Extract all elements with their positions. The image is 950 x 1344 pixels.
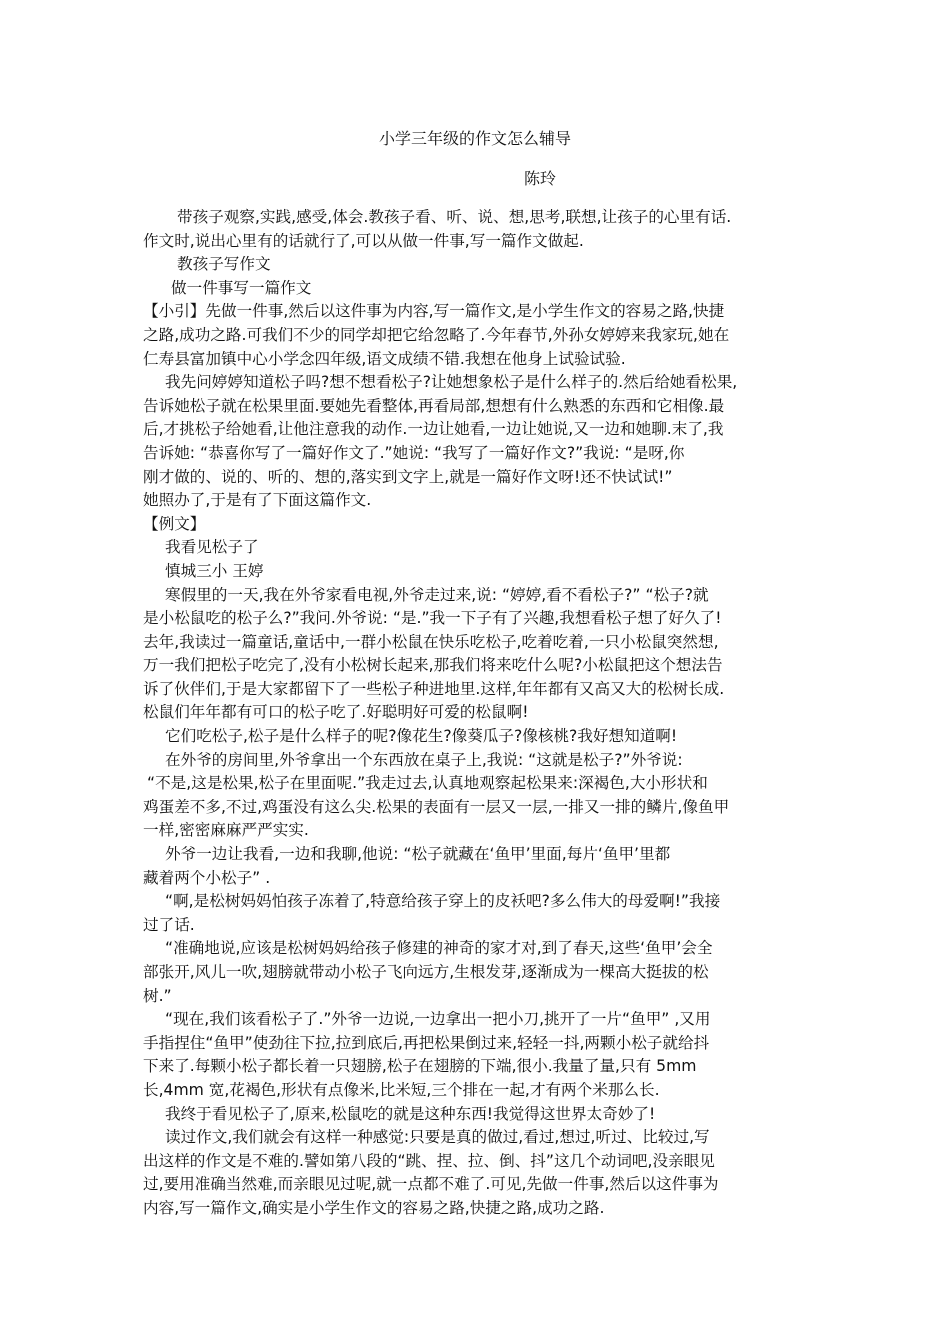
- text-line: 后,才挑松子给她看,让他注意我的动作.一边让她看,一边让她说,又一边和她聊.末了,我: [143, 420, 724, 439]
- text-line: 去年,我读过一篇童话,童话中,一群小松鼠在快乐吃松子,吃着吃着,一只小松鼠突然想,: [143, 632, 719, 651]
- text-line: 过了话.: [143, 915, 195, 934]
- text-line: 是小松鼠吃的松子么?”我问.外爷说: “是.”我一下子有了兴趣,我想看松子想了好久了!: [143, 609, 722, 628]
- text-line: 之路,成功之路.可我们不少的同学却把它给忽略了.今年春节,外孙女婷婷来我家玩,她在: [143, 325, 730, 344]
- text-line: 教孩子写作文: [177, 255, 271, 274]
- text-line: 在外爷的房间里,外爷拿出一个东西放在桌子上,我说: “这就是松子?”外爷说:: [165, 750, 683, 769]
- text-line: 出这样的作文是不难的.譬如第八段的“跳、捏、拉、倒、抖”这几个动词吧,没亲眼见: [143, 1151, 715, 1170]
- text-line: 万一我们把松子吃完了,没有小松树长起来,那我们将来吃什么呢?小松鼠把这个想法告: [143, 656, 723, 675]
- text-line: 过,要用准确当然难,而亲眼见过呢,就一点都不难了.可见,先做一件事,然后以这件事为: [143, 1175, 719, 1194]
- text-line: 手指捏住“鱼甲”使劲往下拉,拉到底后,再把松果倒过来,轻轻一抖,两颗小松子就给抖: [143, 1033, 710, 1052]
- text-line: 刚才做的、说的、听的、想的,落实到文字上,就是一篇好作文呀!还不快试试!”: [143, 467, 673, 486]
- text-line: 诉了伙伴们,于是大家都留下了一些松子种进地里.这样,年年都有又高又大的松树长成.: [143, 679, 725, 698]
- text-line: “不是,这是松果,松子在里面呢.”我走过去,认真地观察起松果来:深褐色,大小形状和: [147, 774, 708, 793]
- text-line: 我终于看见松子了,原来,松鼠吃的就是这种东西!我觉得这世界太奇妙了!: [165, 1104, 656, 1123]
- text-line: “啊,是松树妈妈怕孩子冻着了,特意给孩子穿上的皮袄吧?多么伟大的母爱啊!”我接: [165, 892, 721, 911]
- text-line: 它们吃松子,松子是什么样子的呢?像花生?像葵瓜子?像核桃?我好想知道啊!: [165, 727, 678, 746]
- text-line: 读过作文,我们就会有这样一种感觉:只要是真的做过,看过,想过,听过、比较过,写: [165, 1128, 710, 1147]
- text-line: 她照办了,于是有了下面这篇作文.: [143, 491, 372, 510]
- text-line: 下来了.每颗小松子都长着一只翅膀,松子在翅膀的下端,很小.我量了量,只有 5mm: [143, 1057, 697, 1076]
- text-line: 慎城三小 王婷: [165, 561, 264, 580]
- text-line: 部张开,风儿一吹,翅膀就带动小松子飞向远方,生根发芽,逐渐成为一棵高大挺拔的松: [143, 963, 709, 981]
- text-line: 我先问婷婷知道松子吗?想不想看松子?让她想象松子是什么样子的.然后给她看松果,: [165, 373, 738, 392]
- text-line: 鸡蛋差不多,不过,鸡蛋没有这么尖.松果的表面有一层又一层,一排又一排的鳞片,像鱼甲: [143, 797, 730, 816]
- text-line: 【例文】: [143, 514, 206, 533]
- text-line: 仁寿县富加镇中心小学念四年级,语文成绩不错.我想在他身上试验试验.: [143, 349, 626, 368]
- text-line: 松鼠们年年都有可口的松子吃了.好聪明好可爱的松鼠啊!: [143, 703, 529, 722]
- document-body: [143, 206, 815, 1221]
- text-line: “现在,我们该看松子了.”外爷一边说,一边拿出一把小刀,挑开了一片“鱼甲” ,又用: [165, 1010, 711, 1029]
- text-line: 我看见松子了: [165, 538, 259, 557]
- text-line: 长,4mm 宽,花褐色,形状有点像米,比米短,三个排在一起,才有两个米那么长.: [143, 1080, 660, 1099]
- text-line: 作文时,说出心里有的话就行了,可以从做一件事,写一篇作文做起.: [143, 231, 584, 250]
- document-title: 小学三年级的作文怎么辅导: [378, 129, 571, 148]
- text-line: 内容,写一篇作文,确实是小学生作文的容易之路,快捷之路,成功之路.: [143, 1198, 605, 1217]
- text-line: 做一件事写一篇作文: [171, 278, 312, 297]
- text-line: 一样,密密麻麻严严实实.: [143, 821, 309, 840]
- text-line: 寒假里的一天,我在外爷家看电视,外爷走过来,说: “婷婷,看不看松子?” “松子?就: [165, 585, 709, 604]
- text-line: 【小引】先做一件事,然后以这件事为内容,写一篇作文,是小学生作文的容易之路,快捷: [143, 302, 725, 321]
- text-line: “准确地说,应该是松树妈妈给孩子修建的神奇的家才对,到了春天,这些‘鱼甲’会全: [165, 939, 713, 958]
- author-name: 陈玲: [524, 169, 557, 188]
- text-line: 树.”: [143, 986, 172, 1005]
- text-line: 藏着两个小松子” .: [143, 868, 271, 887]
- text-line: 带孩子观察,实践,感受,体会.教孩子看、听、说、想,思考,联想,让孩子的心里有话.: [177, 208, 732, 226]
- text-line: 外爷一边让我看,一边和我聊,他说: “松子就藏在‘鱼甲’里面,每片‘鱼甲’里都: [165, 845, 671, 864]
- text-line: 告诉她: “恭喜你写了一篇好作文了.”她说: “我写了一篇好作文?”我说: “是呀,你: [143, 443, 685, 462]
- text-line: 告诉她松子就在松果里面.要她先看整体,再看局部,想想有什么熟悉的东西和它相像.最: [143, 396, 725, 415]
